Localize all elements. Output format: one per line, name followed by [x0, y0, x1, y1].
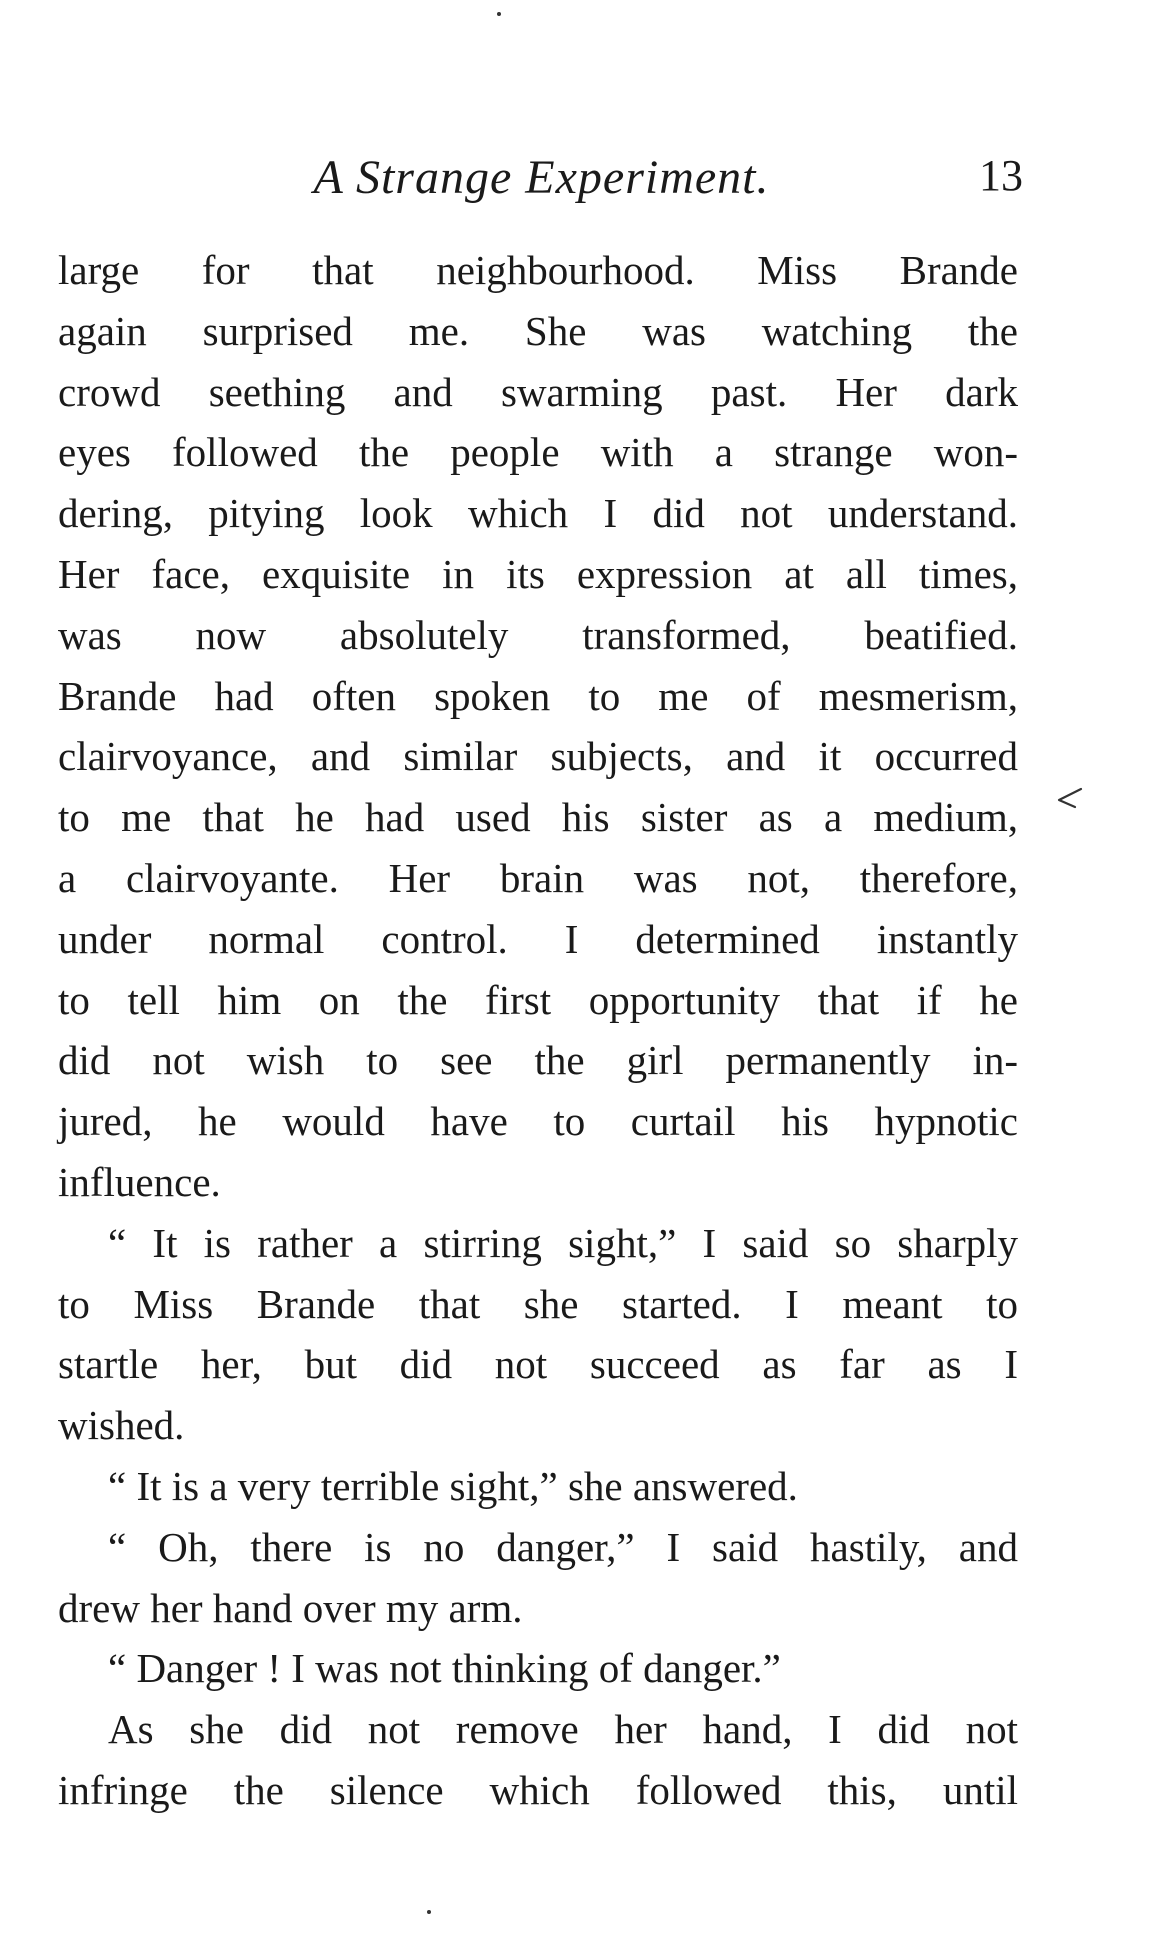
text-line: a clairvoyante. Her brain was not, therefore, — [58, 854, 1018, 901]
text-line: “ It is a very terrible sight,” she answered. — [108, 1462, 798, 1509]
text-line: Her face, exquisite in its expression at all times, — [58, 550, 1018, 597]
text-line: to Miss Brande that she started. I meant to — [58, 1280, 1018, 1327]
text-line: “ Oh, there is no danger,” I said hastily, and — [108, 1523, 1018, 1570]
text-line: drew her hand over my arm. — [58, 1584, 523, 1631]
bottom-printer-mark — [427, 1910, 431, 1914]
text-line: crowd seething and swarming past. Her dark — [58, 368, 1018, 415]
text-line: was now absolutely transformed, beatified. — [58, 611, 1018, 658]
text-line: to tell him on the first opportunity that if he — [58, 976, 1018, 1023]
text-line: eyes followed the people with a strange won- — [58, 429, 1018, 476]
text-line: “ Danger ! I was not thinking of danger.” — [108, 1645, 781, 1692]
text-line: again surprised me. She was watching the — [58, 307, 1018, 354]
text-line: to me that he had used his sister as a medium, — [58, 794, 1018, 841]
top-printer-mark — [497, 12, 501, 16]
text-line: startle her, but did not succeed as far as I — [58, 1341, 1018, 1388]
text-line: did not wish to see the girl permanently in- — [58, 1037, 1018, 1084]
text-line: influence. — [58, 1158, 221, 1205]
text-line: wished. — [58, 1402, 185, 1449]
margin-check-mark-icon — [1055, 787, 1083, 809]
text-line: “ It is rather a stirring sight,” I said so sharply — [108, 1219, 1018, 1266]
running-head — [60, 150, 1023, 210]
text-line: large for that neighbourhood. Miss Brande — [58, 247, 1018, 293]
text-line: dering, pitying look which I did not understand. — [58, 490, 1018, 537]
text-line: infringe the silence which followed this, until — [58, 1766, 1018, 1813]
body-text — [58, 240, 1018, 1821]
text-line: under normal control. I determined instantly — [58, 915, 1018, 962]
text-line: clairvoyance, and similar subjects, and it occurred — [58, 733, 1018, 780]
running-title: A Strange Experiment. — [313, 151, 770, 204]
page-number: 13 — [979, 151, 1023, 200]
text-line: Brande had often spoken to me of mesmerism, — [58, 672, 1018, 719]
text-line: jured, he would have to curtail his hypnotic — [58, 1098, 1018, 1145]
text-line: As she did not remove her hand, I did not — [108, 1706, 1018, 1753]
